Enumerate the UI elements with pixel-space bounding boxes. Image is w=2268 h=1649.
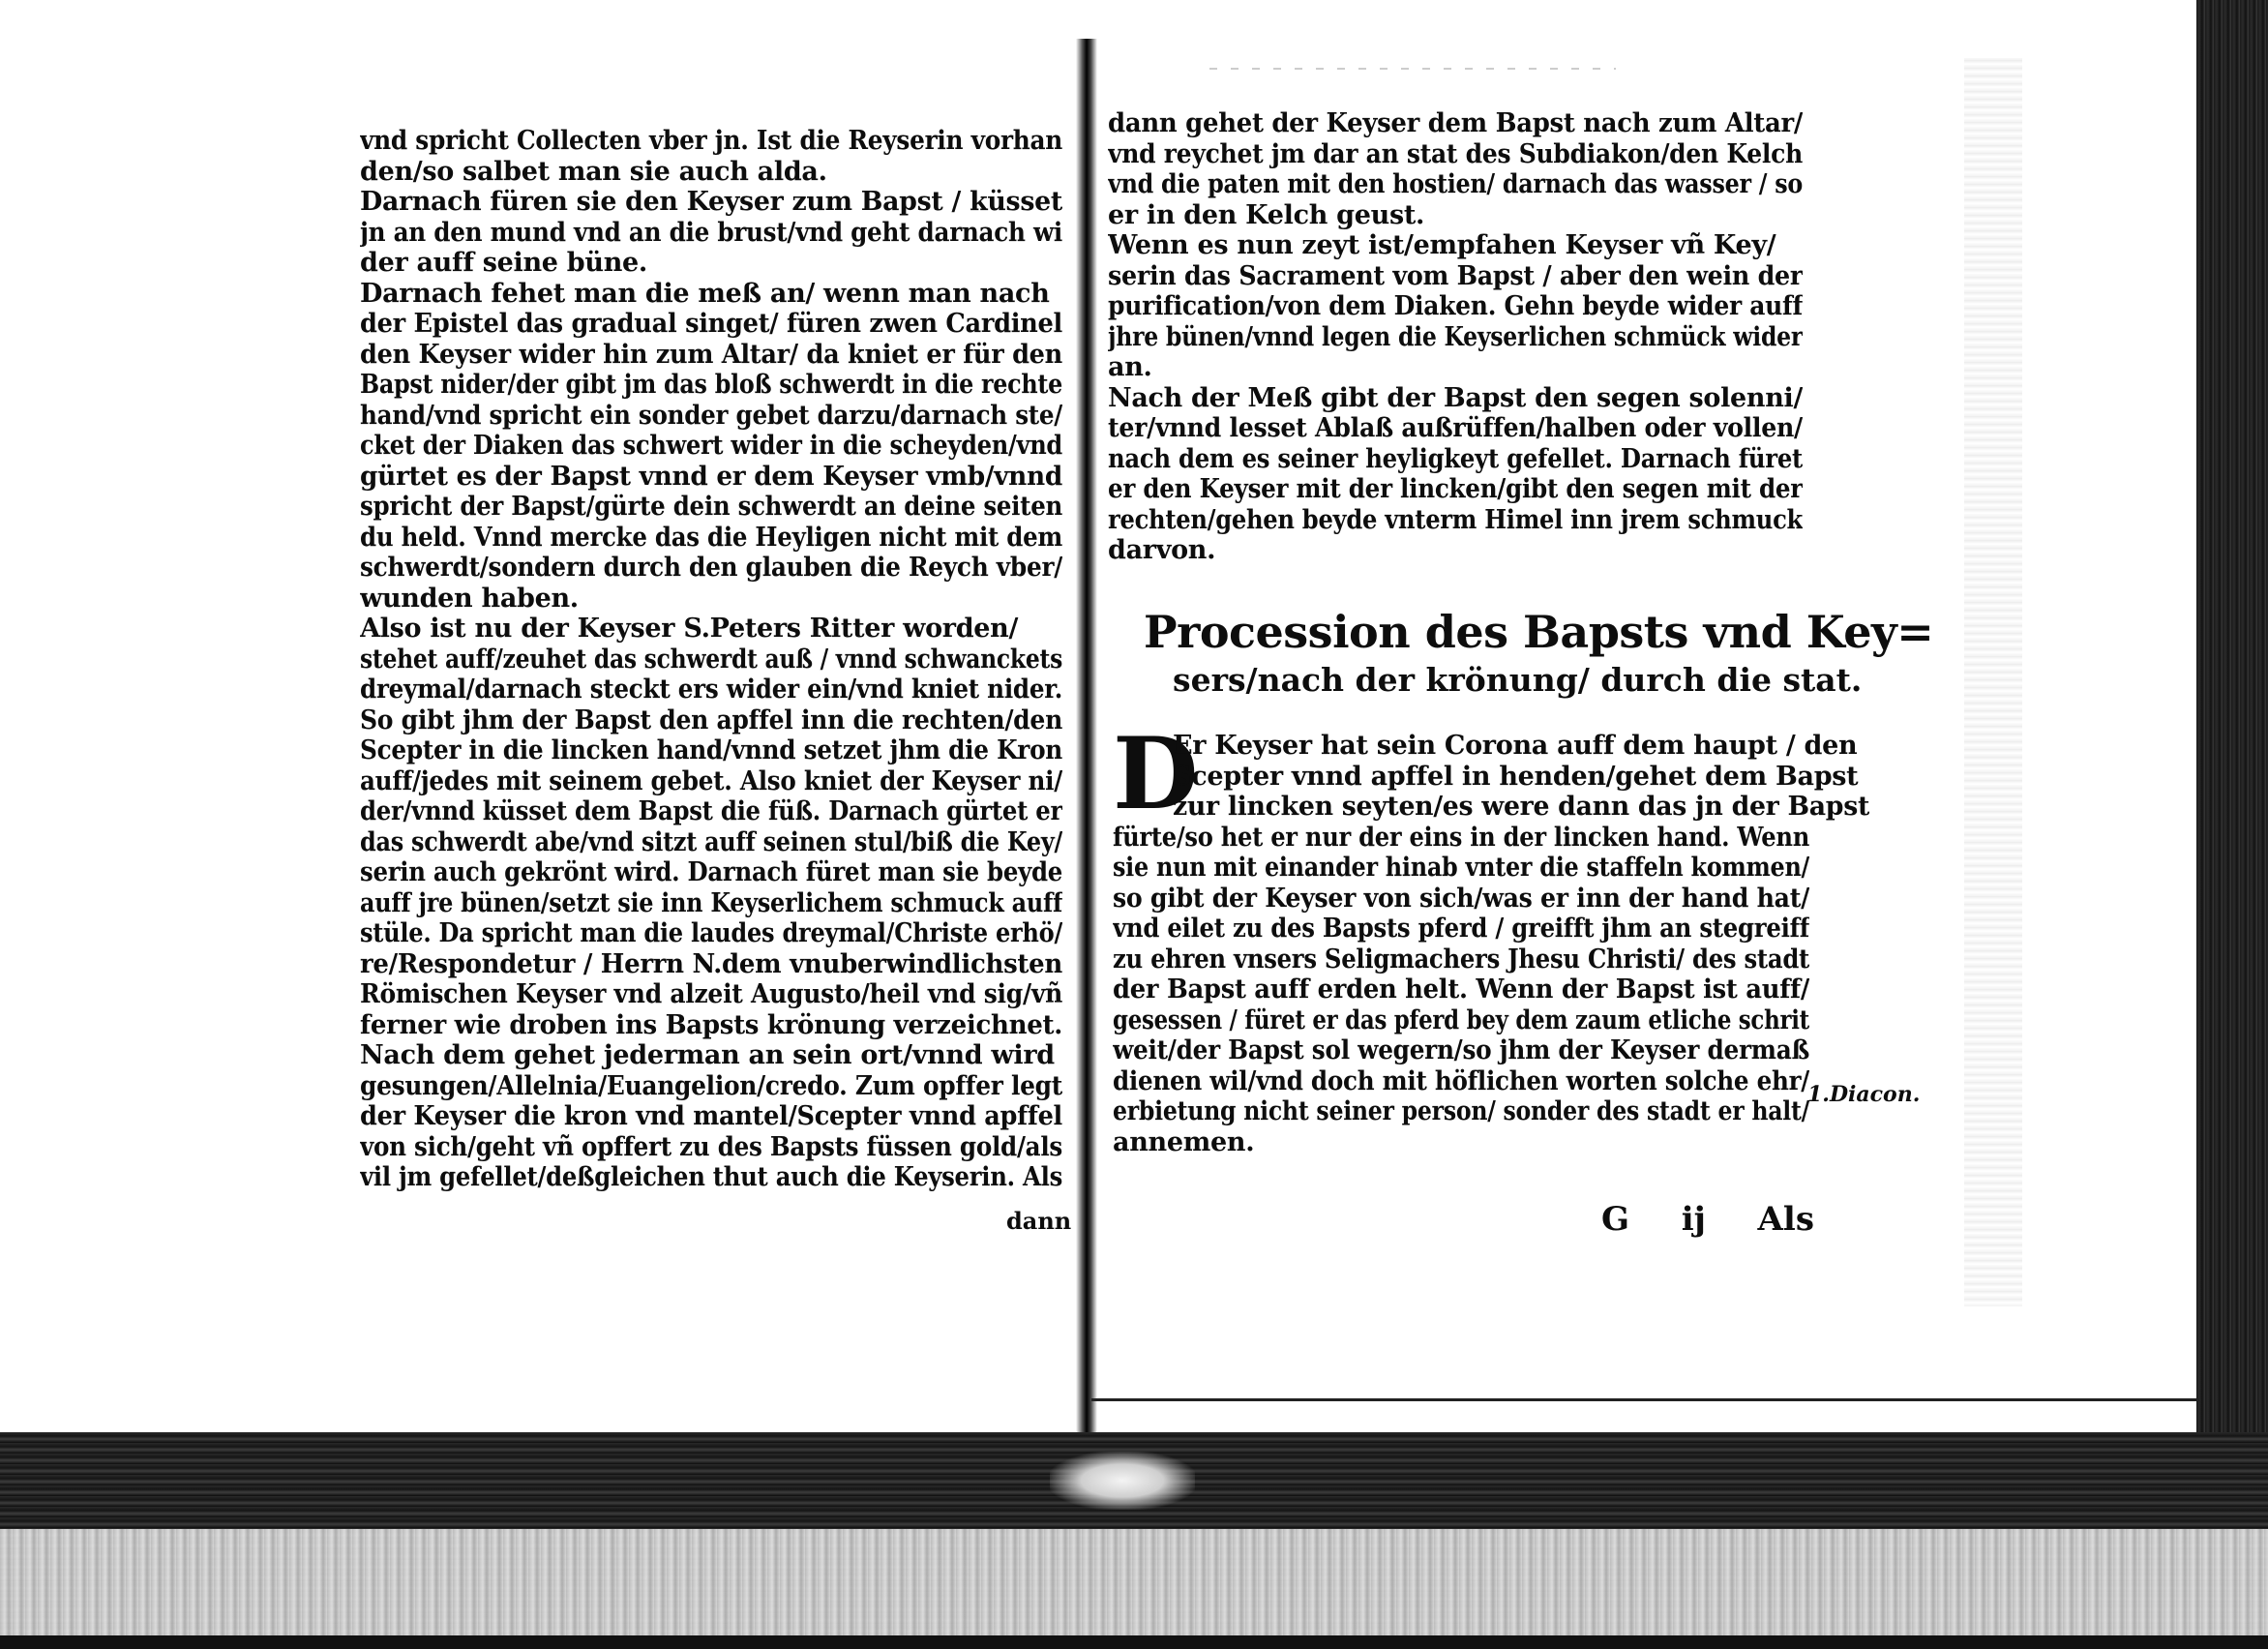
section-heading <box>1144 605 1934 702</box>
text-line: ter/vnnd lesset Ablaß außrüffen/halben oder vollen/ <box>1108 413 1803 443</box>
text-line: er den Keyser mit der lincken/gibt den segen mit der <box>1108 474 1803 504</box>
text-line: Er Keyser hat sein Corona auff dem haupt / den <box>1173 731 1858 761</box>
text-line: So gibt jhm der Bapst den apffel inn die rechten/den <box>360 705 1062 735</box>
marginal-note: 1.Diacon. <box>1807 1082 1921 1107</box>
text-line: Scepter vnnd apffel in henden/gehet dem Bapst <box>1173 761 1859 792</box>
text-line: der auff seine büne. <box>360 248 647 278</box>
text-line: von sich/geht vñ opffert zu des Bapsts füssen gold/als <box>360 1131 1062 1162</box>
text-line: schwerdt/sondern durch den glauben die Reych vber/ <box>360 553 1062 583</box>
text-line: purification/von dem Diaken. Gehn beyde wider auff <box>1108 291 1803 321</box>
left-page-text <box>360 126 1062 1193</box>
text-line: Bapst nider/der gibt jm das bloß schwerdt in die rechte <box>360 370 1062 400</box>
text-line: den Keyser wider hin zum Altar/ da kniet er für den <box>360 339 1062 370</box>
text-line: nach dem es seiner heyligkeyt gefellet. Darnach füret <box>1108 443 1803 474</box>
text-line: vnd spricht Collecten vber jn. Ist die Reyserin vorhan <box>360 126 1062 156</box>
text-line: stehet auff/zeuhet das schwerdt auß / vnnd schwanckets <box>360 644 1062 675</box>
text-line: Nach der Meß gibt der Bapst den segen solenni/ <box>1108 382 1803 413</box>
text-line: der Epistel das gradual singet/ füren zwen Cardinel <box>360 309 1062 339</box>
text-line: Römischen Keyser vnd alzeit Augusto/heil vnd sig/vñ <box>360 979 1062 1009</box>
text-line: jhre bünen/vnnd legen die Keyserlichen schmück wider <box>1108 321 1803 352</box>
text-line: gesungen/Allelnia/Euangelion/credo. Zum opffer legt <box>360 1070 1062 1101</box>
text-line: vnd die paten mit den hostien/ darnach das wasser / so <box>1108 169 1803 199</box>
text-line: vnd eilet zu des Bapsts pferd / greifft jhm an stegreiff <box>1113 914 1809 944</box>
text-line: der Bapst auff erden helt. Wenn der Bapst ist auff/ <box>1113 974 1809 1004</box>
text-line: der Keyser die kron vnd mantel/Scepter vnnd apffel <box>360 1101 1062 1131</box>
text-line: auff/jedes mit seinem gebet. Also kniet der Keyser ni/ <box>360 765 1062 796</box>
book-gutter <box>1076 39 1097 1452</box>
text-line: spricht der Bapst/gürte dein schwerdt an deine seiten <box>360 492 1062 522</box>
text-line: Scepter in die lincken hand/vnnd setzet jhm die Kron <box>360 735 1062 765</box>
text-line: wunden haben. <box>360 583 579 614</box>
text-line: vil jm gefellet/deßgleichen thut auch die Keyserin. Als <box>360 1162 1062 1192</box>
text-line: der/vnnd küsset dem Bapst die füß. Darnach gürtet er <box>360 796 1062 826</box>
text-line: das schwerdt abe/vnd sitzt auff seinen stul/biß die Key/ <box>360 826 1062 857</box>
text-line: gesessen / füret er das pferd bey dem zaum etliche schrit <box>1113 1004 1809 1035</box>
drop-cap: D <box>1113 716 1199 832</box>
scanner-bed-light-strip <box>0 1529 2268 1635</box>
text-line: zur lincken seyten/es were dann das jn der Bapst <box>1173 792 1869 822</box>
page-bottom-edge <box>1091 1398 2199 1401</box>
signature-number: ij <box>1681 1200 1706 1239</box>
text-line: dienen wil/vnd doch mit höflichen worten solche ehr/ <box>1113 1065 1809 1096</box>
text-line: du held. Vnnd mercke das die Heyligen nicht mit dem <box>360 522 1062 553</box>
text-line: so gibt der Keyser von sich/was er inn der hand hat/ <box>1113 883 1809 914</box>
scanner-glare <box>1050 1452 1195 1510</box>
text-line: auff jre bünen/setzt sie inn Keyserlichem schmuck auff <box>360 887 1062 918</box>
text-line: erbietung nicht seiner person/ sonder des stadt er halt/ <box>1113 1096 1809 1126</box>
right-catchword: Als <box>1757 1200 1814 1239</box>
text-line: dann gehet der Keyser dem Bapst nach zum Altar/ <box>1108 108 1803 138</box>
text-line: stüle. Da spricht man die laudes dreymal/Christe erhö/ <box>360 918 1062 948</box>
text-line: jn an den mund vnd an die brust/vnd geht darnach wi <box>360 217 1062 248</box>
text-line: er in den Kelch geust. <box>1108 199 1425 230</box>
page-edge-shading <box>1964 58 2022 1306</box>
text-line: Wenn es nun zeyt ist/empfahen Keyser vñ Key/ <box>1108 230 1776 260</box>
text-line: ferner wie droben ins Bapsts krönung verzeichnet. <box>360 1009 1062 1040</box>
scanner-edge-right <box>2196 0 2268 1432</box>
text-line: serin auch gekrönt wird. Darnach füret man sie beyde <box>360 857 1062 887</box>
text-line: Darnach fehet man die meß an/ wenn man nach <box>360 278 1050 309</box>
text-line: den/so salbet man sie auch alda. <box>360 156 827 187</box>
text-line: re/Respondetur / Herrn N.dem vnuberwindlichsten <box>360 948 1062 979</box>
signature-mark: G <box>1601 1200 1630 1239</box>
left-catchword: dann <box>1006 1207 1072 1235</box>
text-line: zu ehren vnsers Seligmachers Jhesu Christi/ des stadt <box>1113 944 1809 974</box>
scanner-bed-bottom-edge <box>0 1635 2268 1649</box>
text-line: Nach dem gehet jederman an sein ort/vnnd wird <box>360 1040 1055 1070</box>
text-line: annemen. <box>1113 1126 1255 1157</box>
text-line: serin das Sacrament vom Bapst / aber den wein der <box>1108 260 1803 291</box>
text-line: fürte/so het er nur der eins in der lincken hand. Wenn <box>1113 822 1809 853</box>
text-line: Darnach füren sie den Keyser zum Bapst / küsset <box>360 187 1062 217</box>
text-line: an. <box>1108 352 1152 382</box>
drop-cap-indented-lines <box>1113 731 1869 823</box>
right-page-text <box>1108 108 1803 566</box>
heading-line-2: sers/nach der krönung/ durch die stat. <box>1173 661 1863 699</box>
text-line: hand/vnd spricht ein sonder gebet darzu/darnach ste/ <box>360 400 1062 431</box>
text-line: cket der Diaken das schwert wider in die scheyden/vnd <box>360 431 1062 461</box>
text-line: vnd reychet jm dar an stat des Subdiakon/den Kelch <box>1108 138 1803 169</box>
signature-and-catchword <box>1601 1200 1814 1239</box>
text-line: dreymal/darnach steckt ers wider ein/vnd kniet nider. <box>360 675 1062 705</box>
heading-line-1: Procession des Bapsts vnd Key= <box>1144 606 1934 658</box>
text-line: darvon. <box>1108 535 1216 565</box>
scan-noise <box>1209 68 1616 70</box>
text-line: Also ist nu der Keyser S.Peters Ritter worden/ <box>360 614 1019 644</box>
text-line: weit/der Bapst sol wegern/so jhm der Keyser dermaß <box>1113 1035 1809 1065</box>
text-line: rechten/gehen beyde vnterm Himel inn jrem schmuck <box>1108 504 1803 535</box>
text-line: sie nun mit einander hinab vnter die staffeln kommen/ <box>1113 853 1809 883</box>
text-line: gürtet es der Bapst vnnd er dem Keyser vmb/vnnd <box>360 461 1062 492</box>
